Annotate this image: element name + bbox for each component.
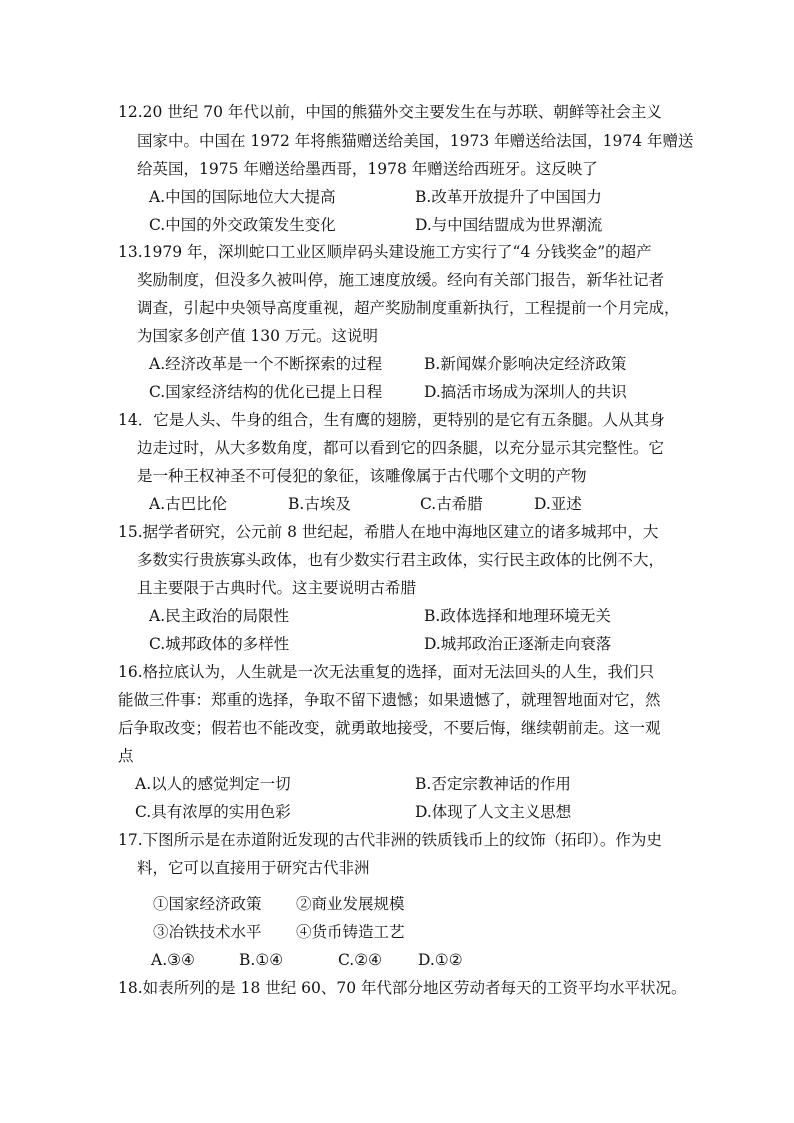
q16-stem-line-2: 能做三件事：郑重的选择，争取不留下遗憾；如果遗憾了，就理智地面对它，然 — [118, 691, 661, 709]
q15-stem-line-2: 多数实行贵族寡头政体，也有少数实行君主政体，实行民主政体的比例不大， — [137, 551, 665, 569]
q12-option-b[interactable]: B.改革开放提升了中国国力 — [415, 188, 602, 206]
q17-option-d[interactable]: D.①② — [418, 951, 463, 969]
q16-option-a[interactable]: A.以人的感觉判定一切 — [135, 775, 291, 793]
q13-stem-line-4: 为国家多创产值 130 万元。这说明 — [137, 327, 378, 345]
q16-option-b[interactable]: B.否定宗教神话的作用 — [415, 775, 571, 793]
q15-option-b[interactable]: B.政体选择和地理环境无关 — [424, 607, 611, 625]
q13-option-b[interactable]: B.新闻媒介影响决定经济政策 — [424, 355, 627, 373]
q16-stem-line-1: 16.格拉底认为，人生就是一次无法重复的选择，面对无法回头的人生，我们只 — [118, 663, 655, 681]
q12-stem-line-2: 国家中。中国在 1972 年将熊猫赠送给美国，1973 年赠送给法国，1974 年赠送 — [137, 132, 694, 150]
q13-option-c[interactable]: C.国家经济结构的优化已提上日程 — [149, 383, 383, 401]
q17-option-c[interactable]: C.②④ — [338, 951, 383, 969]
q17-item-3: ③冶铁技术水平 — [153, 923, 262, 941]
q17-stem-line-2: 料，它可以直接用于研究古代非洲 — [137, 859, 370, 877]
q18-stem-line-1: 18.如表所列的是 18 世纪 60、70 年代部分地区劳动者每天的工资平均水平状况。 — [118, 979, 687, 997]
q14-stem-line-3: 是一种王权神圣不可侵犯的象征，该雕像属于古代哪个文明的产物 — [137, 467, 587, 485]
q15-option-c[interactable]: C.城邦政体的多样性 — [149, 635, 290, 653]
q13-stem-line-3: 调查，引起中央领导高度重视，超产奖励制度重新执行，工程提前一个月完成， — [137, 299, 680, 317]
q14-option-d[interactable]: D.亚述 — [534, 495, 582, 513]
q12-option-c[interactable]: C.中国的外交政策发生变化 — [149, 216, 336, 234]
q13-option-a[interactable]: A.经济改革是一个不断探索的过程 — [149, 355, 383, 373]
q13-stem-line-1: 13.1979 年，深圳蛇口工业区顺岸码头建设施工方实行了“4 分钱奖金”的超产 — [118, 243, 652, 261]
q17-item-4: ④货币铸造工艺 — [296, 923, 405, 941]
q15-option-a[interactable]: A.民主政治的局限性 — [149, 607, 290, 625]
q17-option-b[interactable]: B.①④ — [239, 951, 284, 969]
q14-stem-line-2: 边走过时，从大多数角度，都可以看到它的四条腿，以充分显示其完整性。它 — [137, 439, 665, 457]
q13-option-d[interactable]: D.搞活市场成为深圳人的共识 — [424, 383, 627, 401]
q17-item-2: ②商业发展规模 — [296, 895, 405, 913]
q16-stem-line-4: 点 — [118, 747, 134, 765]
q14-option-c[interactable]: C.古希腊 — [420, 495, 483, 513]
q15-option-d[interactable]: D.城邦政治正逐渐走向衰落 — [424, 635, 612, 653]
q17-stem-line-1: 17.下图所示是在赤道附近发现的古代非洲的铁质钱币上的纹饰（拓印）。作为史 — [118, 831, 662, 849]
q14-option-a[interactable]: A.古巴比伦 — [149, 495, 228, 513]
q16-stem-line-3: 后争取改变；假若也不能改变，就勇敢地接受，不要后悔，继续朝前走。这一观 — [118, 719, 661, 737]
q12-option-d[interactable]: D.与中国结盟成为世界潮流 — [415, 216, 603, 234]
q12-stem-line-1: 12.20 世纪 70 年代以前，中国的熊猫外交主要发生在与苏联、朝鲜等社会主义 — [118, 103, 662, 121]
q13-stem-line-2: 奖励制度，但没多久被叫停，施工速度放缓。经向有关部门报告，新华社记者 — [137, 271, 665, 289]
q15-stem-line-3: 且主要限于古典时代。这主要说明古希腊 — [137, 579, 417, 597]
q15-stem-line-1: 15.据学者研究，公元前 8 世纪起，希腊人在地中海地区建立的诸多城邦中，大 — [118, 523, 659, 541]
q12-option-a[interactable]: A.中国的国际地位大大提高 — [149, 188, 336, 206]
q14-stem-line-1: 14．它是人头、牛身的组合，生有鹰的翅膀，更特别的是它有五条腿。人从其身 — [118, 411, 665, 429]
q16-option-c[interactable]: C.具有浓厚的实用色彩 — [135, 803, 291, 821]
q14-option-b[interactable]: B.古埃及 — [288, 495, 351, 513]
q17-item-1: ①国家经济政策 — [153, 895, 262, 913]
q16-option-d[interactable]: D.体现了人文主义思想 — [415, 803, 572, 821]
q17-option-a[interactable]: A.③④ — [151, 951, 195, 969]
q12-stem-line-3: 给英国，1975 年赠送给墨西哥，1978 年赠送给西班牙。这反映了 — [137, 160, 598, 178]
